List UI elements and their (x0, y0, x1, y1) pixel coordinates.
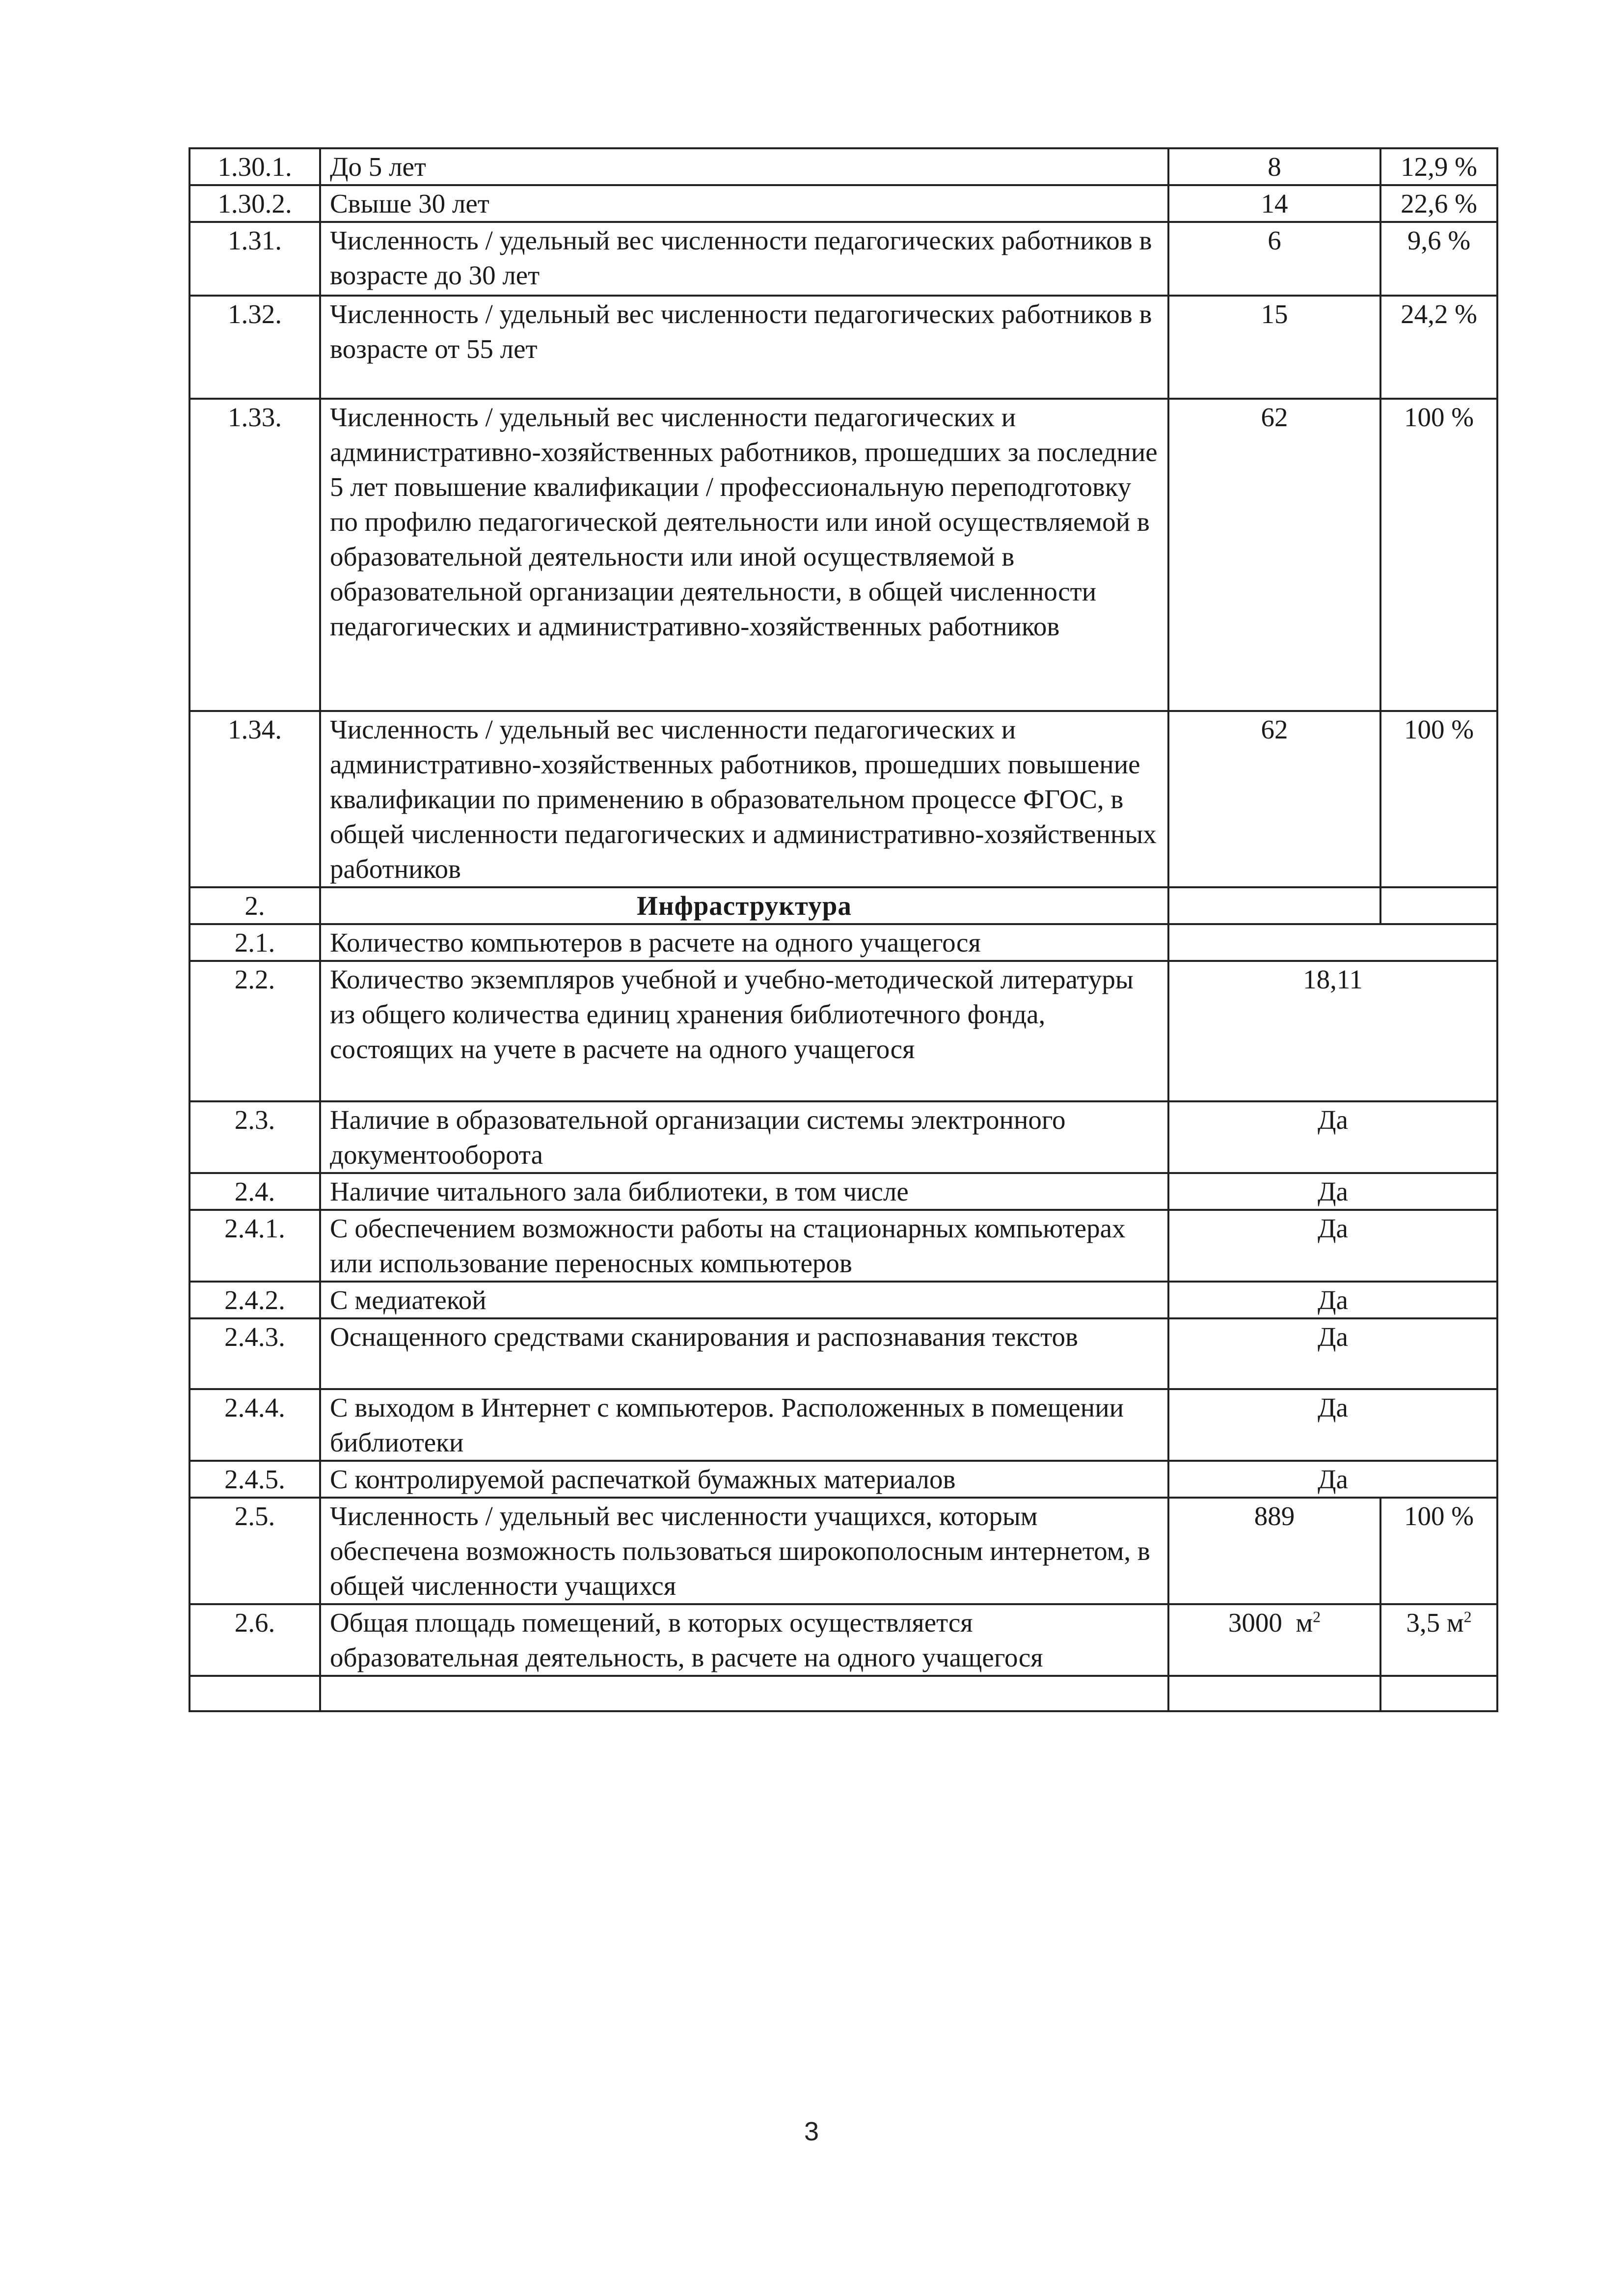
row-text: С контролируемой распечаткой бумажных материалов (320, 1461, 1168, 1498)
row-value: Да (1168, 1173, 1497, 1210)
row-text: Численность / удельный вес численности педагогических работников в возрасте до 30 лет (320, 222, 1168, 296)
empty-cell (320, 1676, 1168, 1711)
row-area (1168, 1604, 1380, 1676)
table-row (189, 185, 1497, 222)
area-per-student-value: 3,5 м (1406, 1608, 1464, 1638)
area-value: 3000 (1228, 1608, 1282, 1638)
table-row (189, 1101, 1497, 1173)
row-text: С медиатекой (320, 1282, 1168, 1318)
row-number: 2.6. (189, 1604, 320, 1676)
row-value: Да (1168, 1210, 1497, 1282)
empty-cell (1168, 1676, 1380, 1711)
row-count: 14 (1168, 185, 1380, 222)
area-unit-exponent: 2 (1313, 1608, 1321, 1626)
row-text: С выходом в Интернет с компьютеров. Расположенных в помещении библиотеки (320, 1389, 1168, 1461)
section-row (189, 887, 1497, 924)
row-text: До 5 лет (320, 148, 1168, 185)
row-text: Количество экземпляров учебной и учебно-методической литературы из общего количества единиц хранения библиотечного фонда, состоящих на учете в расчете на одного учащегося (320, 961, 1168, 1101)
row-text: Наличие в образовательной организации системы электронного документооборота (320, 1101, 1168, 1173)
row-value: 18,11 (1168, 961, 1497, 1101)
indicators-table (189, 147, 1498, 1712)
row-percent: 100 % (1380, 399, 1497, 711)
empty-row (189, 1676, 1497, 1711)
row-text: С обеспечением возможности работы на стационарных компьютерах или использование переносных компьютеров (320, 1210, 1168, 1282)
row-number: 2. (189, 887, 320, 924)
row-percent: 12,9 % (1380, 148, 1497, 185)
row-area-per-student (1380, 1604, 1497, 1676)
row-text: Общая площадь помещений, в которых осуществляется образовательная деятельность, в расчете на одного учащегося (320, 1604, 1168, 1676)
row-text: Численность / удельный вес численности учащихся, которым обеспечена возможность пользоваться широкополосным интернетом, в общей численности учащихся (320, 1498, 1168, 1604)
row-number: 2.1. (189, 924, 320, 961)
row-number: 1.30.1. (189, 148, 320, 185)
row-count: 62 (1168, 711, 1380, 887)
row-count: 62 (1168, 399, 1380, 711)
row-number: 2.4. (189, 1173, 320, 1210)
row-count: 8 (1168, 148, 1380, 185)
row-count: 889 (1168, 1498, 1380, 1604)
table-row (189, 1389, 1497, 1461)
row-number: 2.5. (189, 1498, 320, 1604)
row-value: Да (1168, 1389, 1497, 1461)
table-row (189, 399, 1497, 711)
row-percent: 24,2 % (1380, 296, 1497, 399)
row-text: Количество компьютеров в расчете на одного учащегося (320, 924, 1168, 961)
row-text: Численность / удельный вес численности педагогических и административно-хозяйственных работников, прошедших за последние 5 лет повышение квалификации / профессиональную переподготовку по профилю педагогической деятельности или иной осуществляемой в образовательной деятельности или иной осуществляемой в образовательной организации деятельности, в общей численности педагогических и административно-хозяйственных работников (320, 399, 1168, 711)
table-row (189, 1461, 1497, 1498)
row-percent: 9,6 % (1380, 222, 1497, 296)
table-row (189, 1318, 1497, 1389)
row-text: Оснащенного средствами сканирования и распознавания текстов (320, 1318, 1168, 1389)
row-number: 1.34. (189, 711, 320, 887)
row-number: 1.33. (189, 399, 320, 711)
row-value (1168, 924, 1497, 961)
empty-cell (1380, 1676, 1497, 1711)
empty-cell (1380, 887, 1497, 924)
row-percent: 22,6 % (1380, 185, 1497, 222)
row-number: 1.31. (189, 222, 320, 296)
empty-cell (189, 1676, 320, 1711)
row-percent: 100 % (1380, 711, 1497, 887)
row-value: Да (1168, 1461, 1497, 1498)
row-text: Численность / удельный вес численности педагогических и административно-хозяйственных работников, прошедших повышение квалификации по применению в образовательном процессе ФГОС, в общей численности педагогических и административно-хозяйственных работников (320, 711, 1168, 887)
table-row (189, 222, 1497, 296)
row-percent: 100 % (1380, 1498, 1497, 1604)
area-per-student-exponent: 2 (1463, 1608, 1472, 1626)
row-number: 2.4.5. (189, 1461, 320, 1498)
row-text: Численность / удельный вес численности педагогических работников в возрасте от 55 лет (320, 296, 1168, 399)
table-row (189, 1604, 1497, 1676)
document-sheet (189, 147, 1496, 1712)
table-row (189, 1210, 1497, 1282)
empty-cell (1168, 887, 1380, 924)
table-row (189, 961, 1497, 1101)
table-row (189, 1282, 1497, 1318)
row-number: 2.2. (189, 961, 320, 1101)
table-row (189, 296, 1497, 399)
row-number: 2.4.3. (189, 1318, 320, 1389)
table-row (189, 1498, 1497, 1604)
row-number: 2.4.2. (189, 1282, 320, 1318)
row-value: Да (1168, 1101, 1497, 1173)
row-text: Наличие читального зала библиотеки, в том числе (320, 1173, 1168, 1210)
row-number: 1.30.2. (189, 185, 320, 222)
table-row (189, 924, 1497, 961)
row-number: 2.3. (189, 1101, 320, 1173)
row-count: 6 (1168, 222, 1380, 296)
page-number: 3 (804, 2117, 819, 2146)
area-unit: м (1296, 1608, 1313, 1638)
row-number: 2.4.1. (189, 1210, 320, 1282)
table-row (189, 148, 1497, 185)
row-text: Свыше 30 лет (320, 185, 1168, 222)
table-row (189, 711, 1497, 887)
table-row (189, 1173, 1497, 1210)
row-number: 1.32. (189, 296, 320, 399)
row-value: Да (1168, 1282, 1497, 1318)
row-value: Да (1168, 1318, 1497, 1389)
section-title: Инфраструктура (320, 887, 1168, 924)
row-count: 15 (1168, 296, 1380, 399)
row-number: 2.4.4. (189, 1389, 320, 1461)
